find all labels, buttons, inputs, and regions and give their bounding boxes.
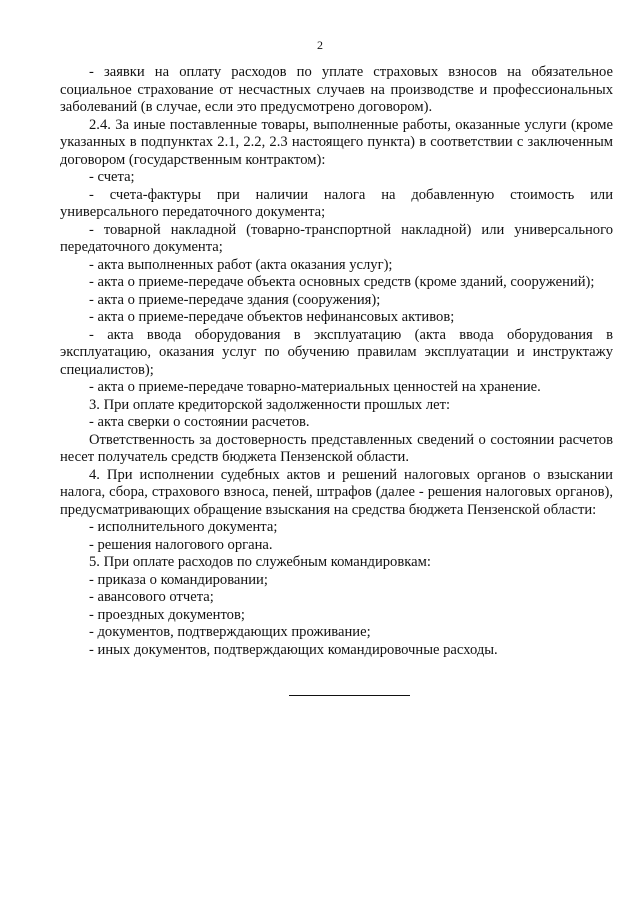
list-item-nonfinancial-assets-act: - акта о приеме-передаче объектов нефинансовых активов;	[89, 309, 455, 325]
list-item-advance-report: - авансового отчета;	[89, 589, 214, 605]
paragraph-section-2-4: 2.4. За иные поставленные товары, выполненные работы, оказанные услуги (кроме указанных в подпунктах 2.1, 2.2, 2.3 настоящего пункта) в соответствии с заключенным договором (государственным контрактом):	[60, 116, 613, 168]
list-item-equipment-commissioning-act: - акта ввода оборудования в эксплуатацию (акта ввода оборудования в эксплуатацию, оказания услуг по обучению правилам эксплуатации и инструктажу специалистов);	[60, 326, 613, 378]
paragraph-section-5: 5. При оплате расходов по служебным командировкам:	[89, 554, 431, 570]
list-item-other-travel-documents: - иных документов, подтверждающих командировочные расходы.	[89, 641, 498, 658]
list-item-work-act: - акта выполненных работ (акта оказания услуг);	[89, 256, 393, 273]
list-item-waybill: - товарной накладной (товарно-транспортной накладной) или универсального передаточного документа;	[60, 221, 613, 255]
list-item-reconciliation-act: - акта сверки о состоянии расчетов.	[89, 414, 310, 430]
list-item-tax-authority-decision: - решения налогового органа.	[89, 536, 273, 553]
paragraph-responsibility: Ответственность за достоверность представленных сведений о состоянии расчетов несет получатель средств бюджета Пензенской области.	[60, 431, 613, 465]
end-divider	[289, 695, 410, 696]
list-item-storage-act: - акта о приеме-передаче товарно-материальных ценностей на хранение.	[89, 379, 541, 395]
list-item-accommodation-documents: - документов, подтверждающих проживание;	[89, 624, 371, 640]
list-item-building-act: - акта о приеме-передаче здания (сооружения);	[89, 291, 381, 308]
document-body	[60, 64, 613, 659]
list-item-enforcement-document: - исполнительного документа;	[89, 519, 278, 535]
paragraph-section-4: 4. При исполнении судебных актов и решений налоговых органов о взыскании налога, сбора, страхового взноса, пеней, штрафов (далее - решения налоговых органов), предусматривающих обращение взыскания на средства бюджета Пензенской области:	[60, 466, 613, 518]
list-item-travel-documents: - проездных документов;	[89, 606, 245, 623]
page-number: 2	[317, 38, 323, 52]
list-item-travel-order: - приказа о командировании;	[89, 571, 268, 588]
paragraph-section-3: 3. При оплате кредиторской задолженности прошлых лет:	[89, 396, 451, 413]
list-item-tax-invoice: - счета-фактуры при наличии налога на добавленную стоимость или универсального передаточного документа;	[60, 186, 613, 220]
list-item-invoice: - счета;	[89, 169, 135, 185]
list-item-fixed-assets-act: - акта о приеме-передаче объекта основных средств (кроме зданий, сооружений);	[89, 274, 595, 290]
paragraph-insurance-applications: - заявки на оплату расходов по уплате страховых взносов на обязательное социальное страхование от несчастных случаев на производстве и профессиональных заболеваний (в случае, если это предусмотрено договором).	[60, 64, 613, 115]
